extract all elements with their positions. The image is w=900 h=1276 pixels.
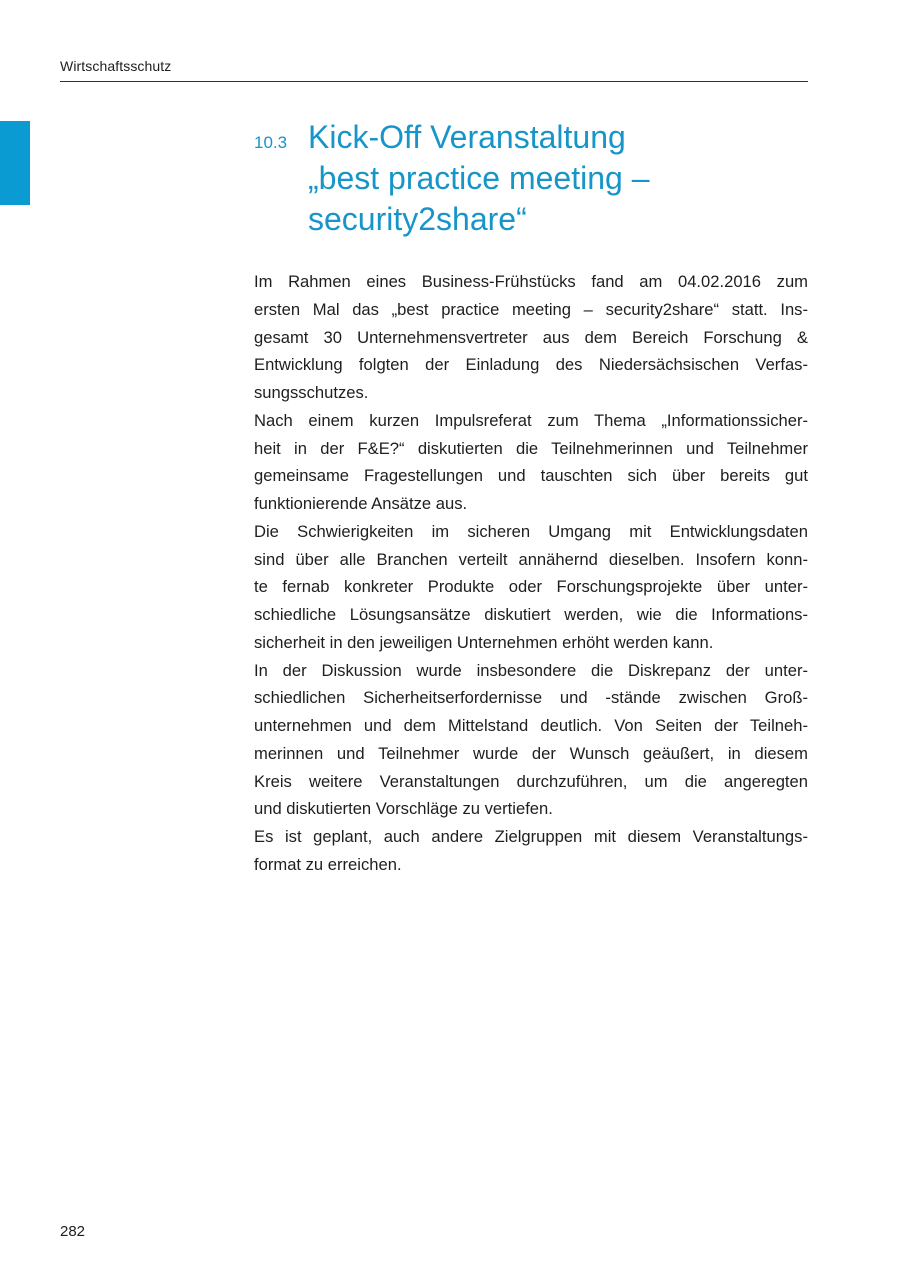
body-line: heit in der F&E?“ diskutierten die Teilnehmerinnen und Teilnehmer xyxy=(254,438,808,458)
body-line: Nach einem kurzen Impulsreferat zum Thema „Informationssicher- xyxy=(254,410,808,430)
body-line: gemeinsame Fragestellungen und tauschten sich über bereits gut xyxy=(254,466,808,486)
body-line: ersten Mal das „best practice meeting – security2share“ statt. Ins- xyxy=(254,299,808,319)
body-line: Im Rahmen eines Business-Frühstücks fand am 04.02.2016 zum xyxy=(254,272,808,291)
body-line: te fernab konkreter Produkte oder Forschungsprojekte über unter- xyxy=(254,577,808,597)
section-number: 10.3 xyxy=(254,133,288,152)
page-number: 282 xyxy=(60,1223,86,1240)
body-line: sind über alle Branchen verteilt annähernd dieselben. Insofern konn- xyxy=(254,549,808,569)
header-rule xyxy=(60,81,808,82)
body-line: schiedlichen Sicherheitserfordernisse und -stände zwischen Groß- xyxy=(254,688,808,708)
body-line: schiedliche Lösungsansätze diskutiert werden, wie die Informations- xyxy=(254,605,808,624)
body-line: format zu erreichen. xyxy=(254,854,402,874)
body-line: sicherheit in den jeweiligen Unternehmen erhöht werden kann. xyxy=(254,632,714,652)
chapter-side-tab xyxy=(0,121,30,205)
body-line: merinnen und Teilnehmer wurde der Wunsch geäußert, in diesem xyxy=(254,743,808,763)
body-line: sungsschutzes. xyxy=(254,383,369,402)
body-line: In der Diskussion wurde insbesondere die Diskrepanz der unter- xyxy=(254,660,808,680)
body-text xyxy=(254,268,808,879)
body-line: Kreis weitere Veranstaltungen durchzuführen, um die angeregten xyxy=(254,771,808,791)
body-line: Entwicklung folgten der Einladung des Niedersächsischen Verfas- xyxy=(254,355,808,375)
body-line: gesamt 30 Unternehmensvertreter aus dem Bereich Forschung & xyxy=(254,327,808,347)
body-line: Es ist geplant, auch andere Zielgruppen mit diesem Veranstaltungs- xyxy=(254,827,808,846)
section-title xyxy=(308,117,778,240)
body-line: unternehmen und dem Mittelstand deutlich. Von Seiten der Teilneh- xyxy=(254,716,808,735)
body-line: und diskutierten Vorschläge zu vertiefen. xyxy=(254,799,553,819)
body-line: funktionierende Ansätze aus. xyxy=(254,494,468,513)
section-title-line: security2share“ xyxy=(308,201,527,237)
section-title-line: Kick-Off Veranstaltung xyxy=(308,119,626,155)
section-title-line: „best practice meeting – xyxy=(308,160,650,196)
running-header: Wirtschaftsschutz xyxy=(60,58,172,74)
body-line: Die Schwierigkeiten im sicheren Umgang mit Entwicklungsdaten xyxy=(254,521,808,541)
